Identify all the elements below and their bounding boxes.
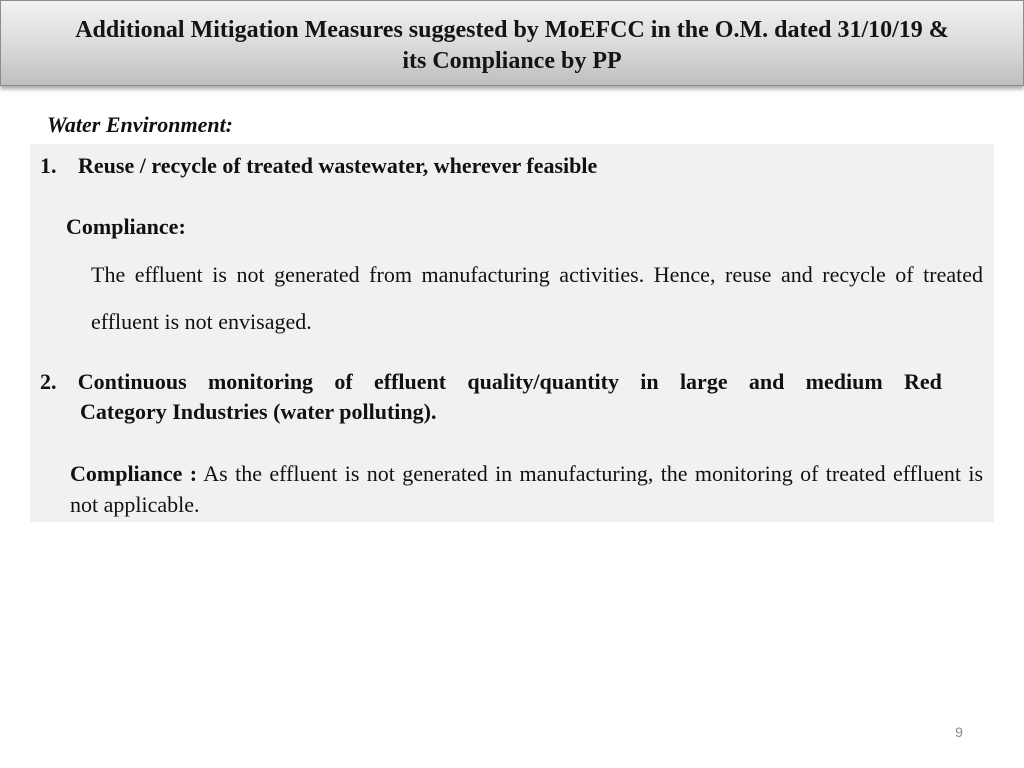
item-1-heading-text: Reuse / recycle of treated wastewater, wherever feasible bbox=[78, 153, 598, 178]
item-2-heading-word: Continuous bbox=[77, 369, 187, 394]
item-2-heading-line-1 bbox=[40, 367, 942, 397]
item-2-heading-word: effluent bbox=[373, 369, 447, 394]
item-2-heading-word: monitoring bbox=[207, 369, 314, 394]
item-2-heading-word: Red bbox=[903, 369, 942, 394]
item-2-heading-word: in bbox=[640, 369, 659, 394]
item-2-compliance bbox=[70, 458, 983, 520]
item-2-heading-word: medium bbox=[805, 369, 883, 394]
slide-title-line-1: Additional Mitigation Measures suggested by MoEFCC in the O.M. dated 31/10/19 & bbox=[75, 17, 949, 43]
item-2-compliance-text: As the effluent is not generated in manufacturing, the monitoring of treated effluent is not applicable. bbox=[70, 461, 984, 517]
item-2-heading-line-2: Category Industries (water polluting). bbox=[80, 399, 437, 424]
item-2-number: 2. bbox=[40, 369, 57, 394]
slide-title bbox=[21, 15, 1003, 77]
page-number: 9 bbox=[955, 724, 963, 740]
item-2-heading-word: and bbox=[748, 369, 785, 394]
title-bar bbox=[0, 0, 1024, 86]
item-2-heading-word: large bbox=[679, 369, 728, 394]
item-2-heading-word: quality/quantity bbox=[467, 369, 619, 394]
item-1-number: 1. bbox=[40, 153, 57, 178]
item-2-compliance-label: Compliance : bbox=[70, 461, 198, 486]
section-heading: Water Environment: bbox=[47, 112, 234, 137]
slide-title-line-2: its Compliance by PP bbox=[402, 48, 622, 74]
item-1-compliance-label: Compliance: bbox=[66, 214, 186, 239]
item-1-compliance-text: The effluent is not generated from manufacturing activities. Hence, reuse and recycle of treated effluent is not envisaged. bbox=[91, 262, 983, 334]
item-2-heading-word: of bbox=[334, 369, 353, 394]
item-1-heading bbox=[40, 152, 597, 180]
